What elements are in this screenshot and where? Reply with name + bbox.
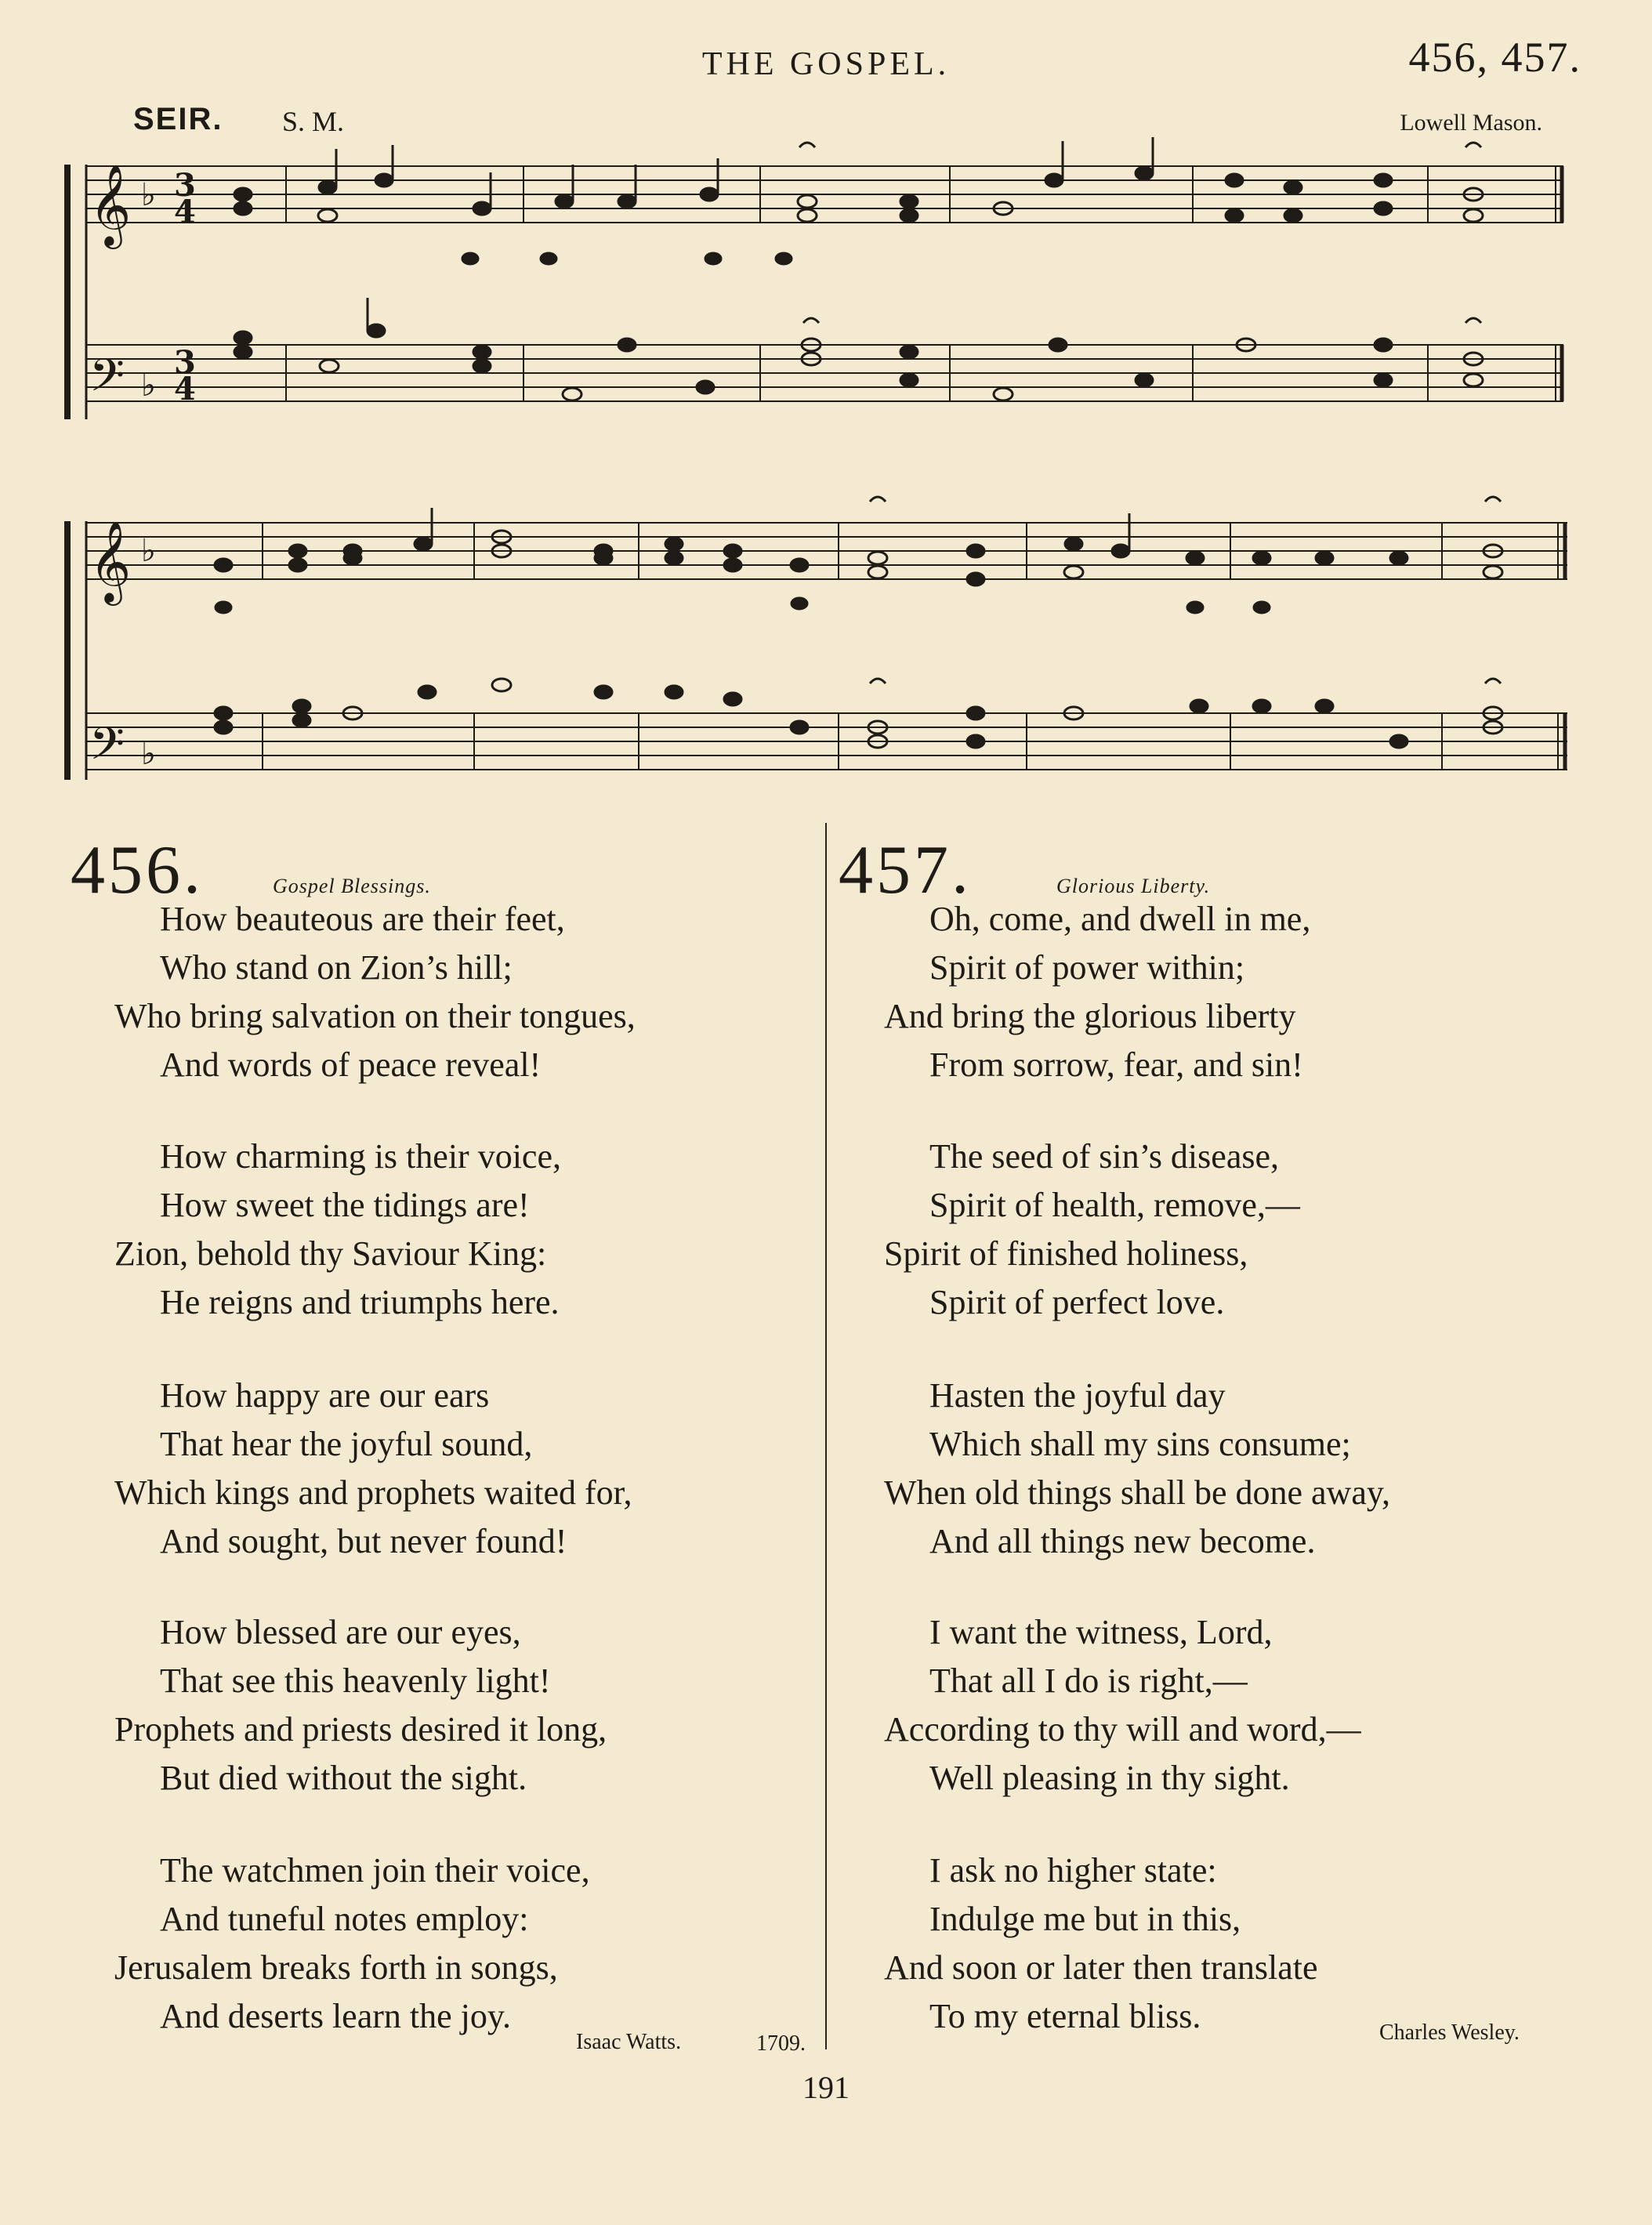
hymn-456-title: Gospel Blessings. [273, 875, 431, 897]
clefs [89, 520, 156, 781]
verse-line: He reigns and triumphs here. [160, 1283, 560, 1321]
verse-line: And bring the glorious liberty [884, 997, 1296, 1035]
verse-line: Zion, behold thy Saviour King: [114, 1234, 547, 1273]
verse-line: Jerusalem breaks forth in songs, [114, 1948, 558, 1987]
fermatas [870, 497, 1501, 683]
hymn-456-year: 1709. [756, 2031, 806, 2056]
verse-line: When old things shall be done away, [884, 1473, 1390, 1512]
verse-line: And words of peace reveal! [160, 1045, 542, 1084]
hymn-456-stanza-3 [114, 1372, 632, 1566]
verse-line: That hear the joyful sound, [160, 1425, 533, 1463]
hymn-457-stanza-2 [884, 1132, 1300, 1327]
verse-line: Who stand on Zion’s hill; [160, 948, 513, 987]
svg-text:𝄢: 𝄢 [89, 349, 125, 413]
verse-line: Oh, come, and dwell in me, [929, 900, 1311, 938]
svg-text:♭: ♭ [141, 368, 156, 404]
verse-line: Hasten the joyful day [929, 1376, 1226, 1415]
hymn-456-stanza-5 [114, 1846, 590, 2041]
treble-notes [234, 137, 1483, 264]
verse-line: That see this heavenly light! [160, 1662, 551, 1700]
verse-line: Well pleasing in thy sight. [929, 1759, 1290, 1797]
verse-line: How happy are our ears [160, 1376, 490, 1415]
tune-meter: S. M. [282, 106, 345, 137]
treble-notes [215, 508, 1502, 613]
page-number: 191 [802, 2070, 850, 2105]
hymn-457-stanza-3 [884, 1372, 1390, 1566]
bass-notes [234, 298, 1483, 400]
svg-text:♭: ♭ [141, 177, 156, 213]
hymn-457-stanza-4 [884, 1608, 1361, 1803]
svg-text:3: 3 [174, 344, 196, 381]
verse-line: And soon or later then translate [884, 1948, 1318, 1987]
barlines [263, 523, 1565, 770]
verse-line: How blessed are our eyes, [160, 1613, 521, 1651]
verse-line: Prophets and priests desired it long, [114, 1710, 607, 1748]
svg-text:𝄞: 𝄞 [89, 164, 132, 246]
hymn-457-number: 457. [839, 832, 972, 908]
system-2-bracket [64, 521, 86, 780]
svg-text:𝄞: 𝄞 [89, 520, 132, 603]
verse-line: Spirit of finished holiness, [884, 1234, 1248, 1273]
treble-staff [86, 166, 1563, 223]
verse-line: And sought, but never found! [160, 1522, 567, 1560]
treble-staff [86, 523, 1567, 579]
verse-line: Who bring salvation on their tongues, [114, 997, 636, 1035]
clefs-and-time [89, 164, 196, 413]
verse-line: Which kings and prophets waited for, [114, 1473, 632, 1512]
column-divider [825, 823, 827, 2049]
verse-line: Spirit of power within; [929, 948, 1245, 987]
system-1-bracket [64, 165, 86, 419]
hymn-456-author: Isaac Watts. [576, 2030, 682, 2054]
verse-line: And tuneful notes employ: [160, 1900, 529, 1938]
verse-line: The watchmen join their voice, [160, 1851, 590, 1890]
verse-line: Spirit of health, remove,— [929, 1186, 1300, 1224]
verse-line: How charming is their voice, [160, 1137, 561, 1176]
verse-line: Spirit of perfect love. [929, 1283, 1225, 1321]
hymn-numbers: 456, 457. [1408, 34, 1581, 81]
bass-staff [86, 345, 1563, 401]
music-system-1 [0, 118, 1652, 447]
verse-line: The seed of sin’s disease, [929, 1137, 1279, 1176]
verse-line: Indulge me but in this, [929, 1900, 1241, 1938]
hymn-457-title: Glorious Liberty. [1056, 875, 1211, 897]
tune-name: SEIR. [133, 102, 223, 136]
verse-line: And all things new become. [929, 1522, 1316, 1560]
music-system-2 [0, 478, 1652, 792]
page-header-title: THE GOSPEL. [701, 46, 951, 82]
svg-text:4: 4 [174, 371, 196, 408]
verse-line: How sweet the tidings are! [160, 1186, 530, 1224]
svg-text:♭: ♭ [141, 736, 156, 772]
verse-line: I want the witness, Lord, [929, 1613, 1273, 1651]
svg-text:3: 3 [174, 167, 196, 204]
verse-line: And deserts learn the joy. [160, 1997, 512, 2035]
svg-text:𝄢: 𝄢 [89, 717, 125, 781]
verse-line: According to thy will and word,— [884, 1710, 1361, 1748]
hymn-456-number: 456. [71, 832, 204, 908]
hymn-456-stanza-1 [114, 895, 636, 1089]
verse-line: To my eternal bliss. [929, 1997, 1201, 2035]
composer-credit: Lowell Mason. [1400, 110, 1542, 136]
verse-line: From sorrow, fear, and sin! [929, 1045, 1303, 1084]
hymn-457-author: Charles Wesley. [1379, 2020, 1520, 2045]
verse-line: But died without the sight. [160, 1759, 527, 1797]
svg-text:♭: ♭ [141, 533, 156, 569]
verse-line: That all I do is right,— [929, 1662, 1248, 1700]
hymn-456-stanza-2 [114, 1132, 561, 1327]
hymn-457-stanza-1 [884, 895, 1310, 1089]
hymn-456-stanza-4 [114, 1608, 607, 1803]
verse-line: Which shall my sins consume; [929, 1425, 1351, 1463]
verse-line: I ask no higher state: [929, 1851, 1217, 1890]
hymn-457-stanza-5 [884, 1846, 1318, 2041]
verse-line: How beauteous are their feet, [160, 900, 565, 938]
svg-text:4: 4 [174, 194, 196, 230]
